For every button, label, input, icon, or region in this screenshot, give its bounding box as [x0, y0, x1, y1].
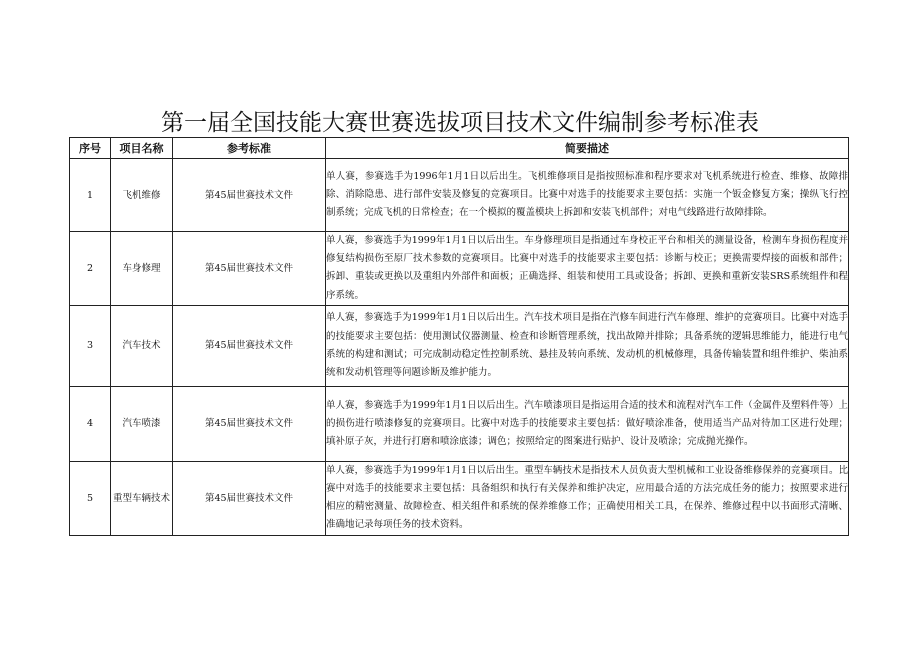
project-name: 飞机维修	[111, 159, 173, 232]
project-description: 单人赛，参赛选手为1996年1月1日以后出生。飞机维修项目是指按照标准和程序要求对飞机系统进行检查、维修、故障排除、消除隐患、进行部件安装及修复的竞赛项目。比赛中对选手的技能要求主要包括：实施一个钣金修复方案；操纵飞行控制系统；完成飞机的日常检查；在一个模拟的覆盖模块上拆卸和安装飞机部件；对电气线路进行故障排除。	[326, 159, 849, 232]
reference-standards-table	[69, 137, 849, 536]
reference-standard: 第45届世赛技术文件	[173, 232, 326, 306]
project-description: 单人赛，参赛选手为1999年1月1日以后出生。汽车喷漆项目是指运用合适的技术和流程对汽车工件（金属件及塑料件等）上的损伤进行喷漆修复的竞赛项目。比赛中对选手的技能要求主要包括：做好喷涂准备，使用适当产品对待加工区进行处理；填补原子灰，并进行打磨和喷涂底漆；调色；按照给定的图案进行贴护、设计及喷涂；完成抛光操作。	[326, 386, 849, 461]
row-number: 4	[70, 386, 111, 461]
table-header-row	[70, 138, 849, 159]
project-name: 重型车辆技术	[111, 461, 173, 535]
reference-standard: 第45届世赛技术文件	[173, 305, 326, 386]
table-row	[70, 461, 849, 535]
row-number: 5	[70, 461, 111, 535]
row-number: 1	[70, 159, 111, 232]
reference-standard: 第45届世赛技术文件	[173, 386, 326, 461]
project-description: 单人赛，参赛选手为1999年1月1日以后出生。车身修理项目是指通过车身校正平台和相关的测量设备，检测车身损伤程度并修复结构损伤至原厂技术参数的竞赛项目。比赛中对选手的技能要求主要包括：诊断与校正；更换需要焊接的面板和部件；拆卸、重装或更换以及重组内外部件和面板；正确选择、组装和使用工具或设备；拆卸、更换和重新安装SRS系统组件和程序系统。	[326, 232, 849, 306]
reference-standard: 第45届世赛技术文件	[173, 159, 326, 232]
project-description: 单人赛，参赛选手为1999年1月1日以后出生。重型车辆技术是指技术人员负责大型机械和工业设备维修保养的竞赛项目。比赛中对选手的技能要求主要包括：具备组织和执行有关保养和维护决定，应用最合适的方法完成任务的能力；按照要求进行相应的精密测量、故障检查、相关组件和系统的保养维修工作；正确使用相关工具，在保养、维修过程中以书面形式清晰、准确地记录每项任务的技术资料。	[326, 461, 849, 535]
header-brief-description: 简要描述	[326, 138, 849, 159]
header-serial-number: 序号	[70, 138, 111, 159]
row-number: 2	[70, 232, 111, 306]
project-name: 车身修理	[111, 232, 173, 306]
table-row	[70, 232, 849, 306]
document-title: 第一届全国技能大赛世赛选拔项目技术文件编制参考标准表	[161, 110, 759, 136]
header-project-name: 项目名称	[111, 138, 173, 159]
project-description: 单人赛，参赛选手为1999年1月1日以后出生。汽车技术项目是指在汽修车间进行汽车修理、维护的竞赛项目。比赛中对选手的技能要求主要包括：使用测试仪器测量、检查和诊断管理系统，找出故障并排除；具备系统的逻辑思维能力，能进行电气系统的构建和测试；可完成制动稳定性控制系统、悬挂及转向系统、发动机的机械修理，具备传输装置和组件维护、柴油系统和发动机管理等问题诊断及维护能力。	[326, 305, 849, 386]
project-name: 汽车技术	[111, 305, 173, 386]
table-row	[70, 159, 849, 232]
project-name: 汽车喷漆	[111, 386, 173, 461]
table-row	[70, 305, 849, 386]
table-row	[70, 386, 849, 461]
reference-standard: 第45届世赛技术文件	[173, 461, 326, 535]
row-number: 3	[70, 305, 111, 386]
header-reference-standard: 参考标准	[173, 138, 326, 159]
